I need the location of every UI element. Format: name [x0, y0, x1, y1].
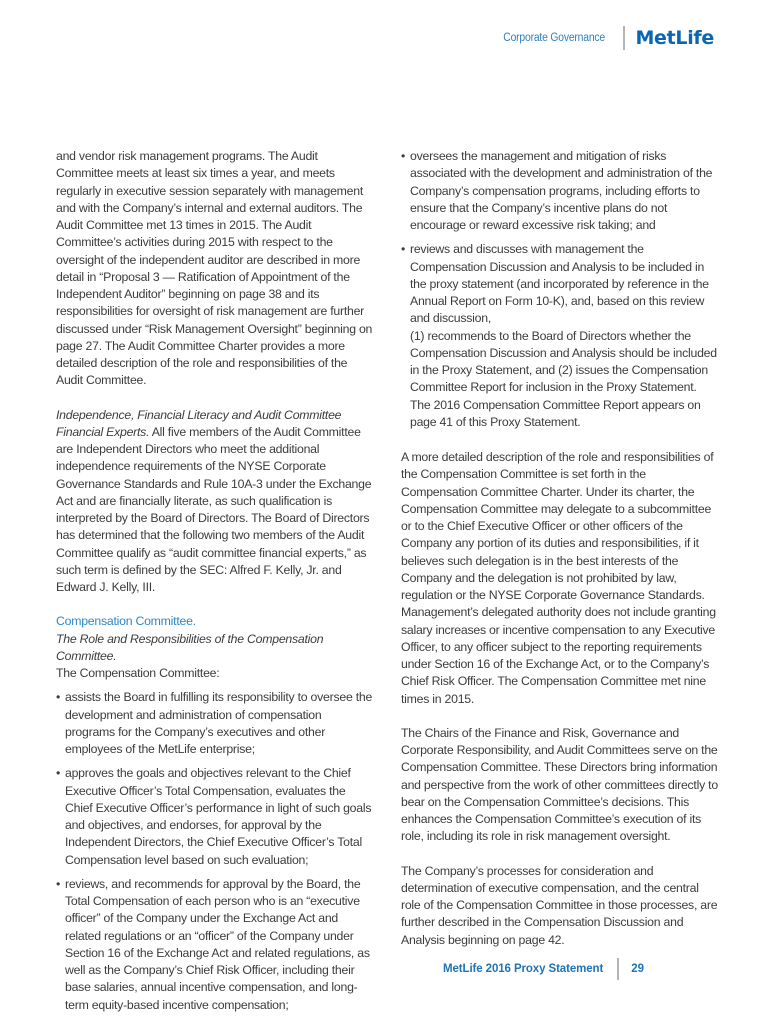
left-column — [56, 148, 374, 1021]
list-item: • approves the goals and objectives relevant to the Chief Executive Officer’s Total Compensation, evaluates the Chief Executive Officer’s performance in light of such goals and objectives, and endorses, for approval by the Independent Directors, the Chief Executive Officer’s Total Compensation level based on such evaluation; — [56, 765, 374, 869]
page-header — [492, 24, 714, 52]
audit-committee-paragraph: and vendor risk management programs. The Audit Committee meets at least six times a year, and meets regularly in executive session separately with management and with the Company’s internal and external auditors. The Audit Committee met 13 times in 2015. The Audit Committee’s activities during 2015 with respect to the oversight of the independent auditor are described in more detail in “Proposal 3 — Ratification of Appointment of the Independent Auditor” beginning on page 38 and its responsibilities for oversight of risk management are further discussed under “Risk Management Oversight” beginning on page 27. The Audit Committee Charter provides a more detailed description of the role and responsibilities of the Audit Committee. — [56, 149, 373, 388]
compensation-committee-heading: Compensation Committee. — [56, 614, 196, 629]
list-item-text-continued: (1) recommends to the Board of Directors whether the Compensation Discussion and Analysis should be included in the Proxy Statement, and (2) issues the Compensation Committee Report for inclusion in the Proxy Statement. The 2016 Compensation Committee Report appears on page 41 of this Proxy Statement. — [410, 328, 717, 429]
chairs-paragraph: The Chairs of the Finance and Risk, Governance and Corporate Responsibility, and Audit Committees serve on the Compensation Committee. These Directors bring information and perspective from the work of other committees directly to bear on the Compensation Committee’s decisions. This enhances the Compensation Committee’s execution of its role, including its role in risk management oversight. — [401, 725, 718, 844]
list-item: • oversees the management and mitigation of risks associated with the development and administration of the Company’s compensation programs, including efforts to ensure that the Company’s incentive plans do not encourage or reward excessive risk taking; and — [401, 148, 719, 234]
processes-paragraph: The Company’s processes for consideration and determination of executive compensation, and the central role of the Compensation Committee in those processes, are further described in the Compensation Discussion and Analysis beginning on page 42. — [401, 863, 718, 947]
list-item: • assists the Board in fulfilling its responsibility to oversee the development and administration of compensation programs for the Company’s executives and other employees of the MetLife enterprise; — [56, 689, 374, 758]
compensation-committee-section — [56, 613, 374, 1014]
compensation-role-subheading: The Role and Responsibilities of the Compensation Committee. — [56, 631, 324, 663]
section-title: Corporate Governance — [503, 32, 606, 44]
independence-paragraph — [56, 407, 374, 597]
compensation-duties-list-continued — [401, 148, 719, 431]
list-item-text: reviews and discusses with management the Compensation Discussion and Analysis to be included in the proxy statement (and incorporated by reference in the Annual Report on Form 10-K), and, based on this review and discussion, — [410, 242, 709, 326]
delegation-paragraph: A more detailed description of the role and responsibilities of the Compensation Committee is set forth in the Compensation Committee Charter. Under its charter, the Compensation Committee may delegate to a subcommittee or to the Chief Executive Officer or other officers of the Company any portion of its duties and responsibilities, if it believes such delegation is in the best interests of the Company and the delegation is not prohibited by law, regulation or the NYSE Corporate Governance Standards. Management’s delegated authority does not include granting salary increases or incentive compensation to any Executive Officer, to any officer subject to the reporting requirements under Section 16 of the Exchange Act, or to the Company’s Chief Risk Officer. The Compensation Committee met nine times in 2015. — [401, 450, 716, 706]
footer-divider — [617, 958, 619, 980]
metlife-logo: MetLife — [635, 27, 714, 49]
page-number: 29 — [631, 963, 644, 975]
independence-heading: Independence, Financial Literacy and Audit Committee Financial Experts. — [56, 407, 342, 439]
independence-body: All five members of the Audit Committee are Independent Directors who meet the additional independence requirements of the NYSE Corporate Governance Standards and Rule 10A-3 under the Exchange Act and are financially literate, as such qualification is interpreted by the Board of Directors. The Board of Directors has determined that the following two members of the Audit Committee qualify as “audit committee financial experts,” as such term is defined by the SEC: Alfred F. Kelly, Jr. and Edward J. Kelly, III. — [56, 424, 372, 594]
list-item — [401, 241, 719, 431]
compensation-duties-list — [56, 689, 374, 1014]
page-footer — [443, 958, 644, 980]
list-item: • reviews, and recommends for approval by the Board, the Total Compensation of each person who is an “executive officer” of the Company under the Exchange Act and related regulations or an “officer” of the Company under Section 16 of the Exchange Act and related regulations, as well as the Company’s Chief Risk Officer, including their base salaries, annual incentive compensation, and long-term equity-based incentive compensation; — [56, 876, 374, 1014]
right-column — [401, 148, 719, 966]
footer-title: MetLife 2016 Proxy Statement — [443, 963, 604, 975]
compensation-intro: The Compensation Committee: — [56, 666, 220, 680]
header-divider — [623, 26, 625, 50]
